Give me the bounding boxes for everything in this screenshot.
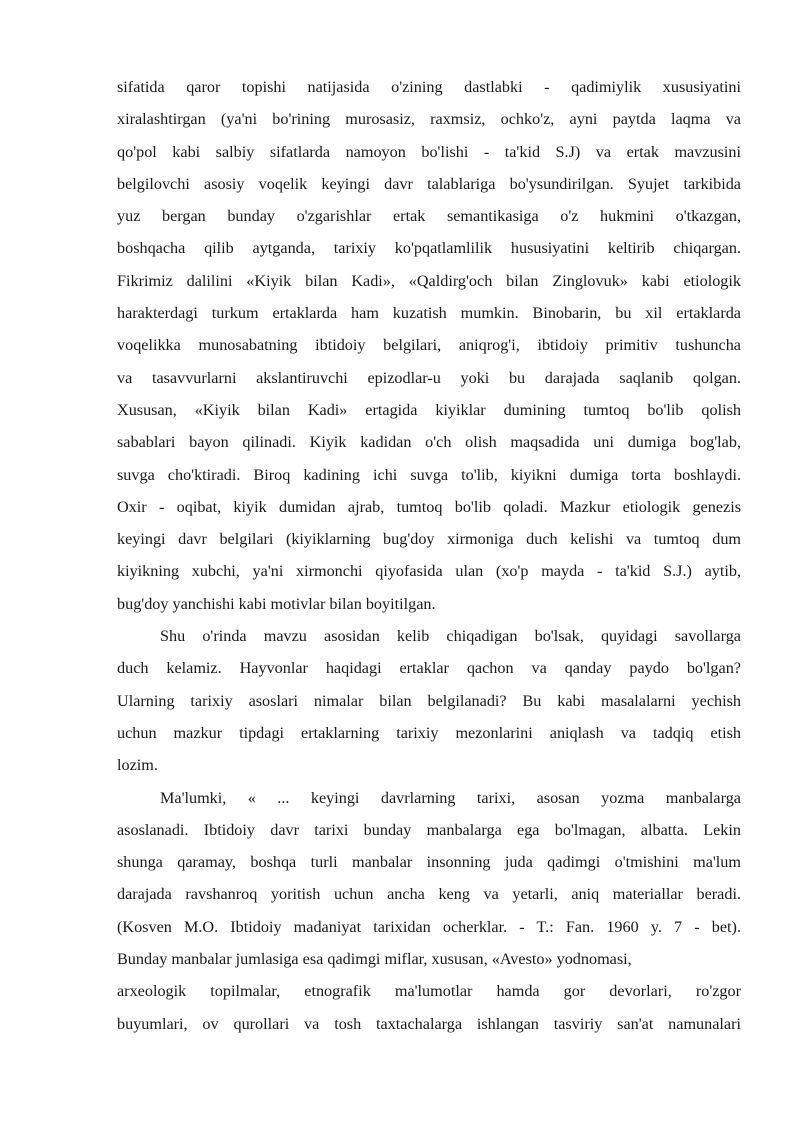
text-line: keyingi davr belgilari (kiyiklarning bug'doy xirmoniga duch kelishi va tumtoq dum xyxy=(117,530,741,549)
text-line: duch kelamiz. Hayvonlar haqidagi ertaklar qachon va qanday paydo bo'lgan? xyxy=(117,659,741,678)
text-line: (Kosven M.O. Ibtidoiy madaniyat tarixidan ocherklar. - T.: Fan. 1960 y. 7 - bet). xyxy=(117,917,741,936)
text-line: suvga cho'ktiradi. Biroq kadining ichi suvga to'lib, kiyikni dumiga torta boshlaydi. xyxy=(117,465,741,484)
text-line: darajada ravshanroq yoritish uchun ancha keng va yetarli, aniq materiallar beradi. xyxy=(117,885,741,904)
text-line: Xususan, «Kiyik bilan Kadi» ertagida kiyiklar dumining tumtoq bo'lib qolish xyxy=(117,400,741,419)
text-line: belgilovchi asosiy voqelik keyingi davr talablariga bo'ysundirilgan. Syujet tarkibida xyxy=(117,174,741,193)
text-line: shunga qaramay, boshqa turli manbalar insonning juda qadimgi o'tmishini ma'lum xyxy=(117,853,741,872)
text-line: Ularning tarixiy asoslari nimalar bilan belgilanadi? Bu kabi masalalarni yechish xyxy=(117,691,741,710)
text-line: yuz bergan bunday o'zgarishlar ertak semantikasiga o'z hukmini o'tkazgan, xyxy=(117,207,741,226)
text-line: Oxir - oqibat, kiyik dumidan ajrab, tumtoq bo'lib qoladi. Mazkur etiologik genezis xyxy=(117,497,741,516)
body-text xyxy=(117,71,741,1040)
text-line: bug'doy yanchishi kabi motivlar bilan boyitilgan. xyxy=(117,594,436,613)
text-line: arxeologik topilmalar, etnografik ma'lumotlar hamda gor devorlari, ro'zgor xyxy=(117,982,741,1001)
text-line: sabablari bayon qilinadi. Kiyik kadidan o'ch olish maqsadida uni dumiga bog'lab, xyxy=(117,433,741,452)
text-line: sifatida qaror topishi natijasida o'zining dastlabki - qadimiylik xususiyatini xyxy=(117,78,741,96)
text-line: kiyikning xubchi, ya'ni xirmonchi qiyofasida ulan (xo'p mayda - ta'kid S.J.) aytib, xyxy=(117,562,741,581)
text-line: asoslanadi. Ibtidoiy davr tarixi bunday manbalarga ega bo'lmagan, albatta. Lekin xyxy=(117,820,741,839)
text-line: harakterdagi turkum ertaklarda ham kuzatish mumkin. Binobarin, bu xil ertaklarda xyxy=(117,304,741,323)
text-line: xiralashtirgan (ya'ni bo'rining murosasiz, raxmsiz, ochko'z, ayni paytda laqma va xyxy=(117,110,741,129)
text-line: voqelikka munosabatning ibtidoiy belgilari, aniqrog'i, ibtidoiy primitiv tushuncha xyxy=(117,336,741,355)
text-line: boshqacha qilib aytganda, tarixiy ko'pqatlamlilik hususiyatini keltirib chiqargan. xyxy=(117,239,741,258)
text-line: uchun mazkur tipdagi ertaklarning tarixiy mezonlarini aniqlash va tadqiq etish xyxy=(117,723,741,742)
text-line: Shu o'rinda mavzu asosidan kelib chiqadigan bo'lsak, quyidagi savollarga xyxy=(160,627,741,646)
text-line: va tasavvurlarni akslantiruvchi epizodlar-u yoki bu darajada saqlanib qolgan. xyxy=(117,368,741,387)
text-line: Ma'lumki, « ... keyingi davrlarning tarixi, asosan yozma manbalarga xyxy=(160,788,741,807)
text-line: Fikrimiz dalilini «Kiyik bilan Kadi», «Qaldirg'och bilan Zinglovuk» kabi etiologik xyxy=(117,271,741,290)
text-line: buyumlari, ov qurollari va tosh taxtachalarga ishlangan tasviriy san'at namunalari xyxy=(117,1014,741,1033)
text-line: lozim. xyxy=(117,756,158,775)
text-line: qo'pol kabi salbiy sifatlarda namoyon bo'lishi - ta'kid S.J) va ertak mavzusini xyxy=(117,142,741,161)
text-line: Bunday manbalar jumlasiga esa qadimgi miflar, xususan, «Avesto» yodnomasi, xyxy=(117,950,632,969)
